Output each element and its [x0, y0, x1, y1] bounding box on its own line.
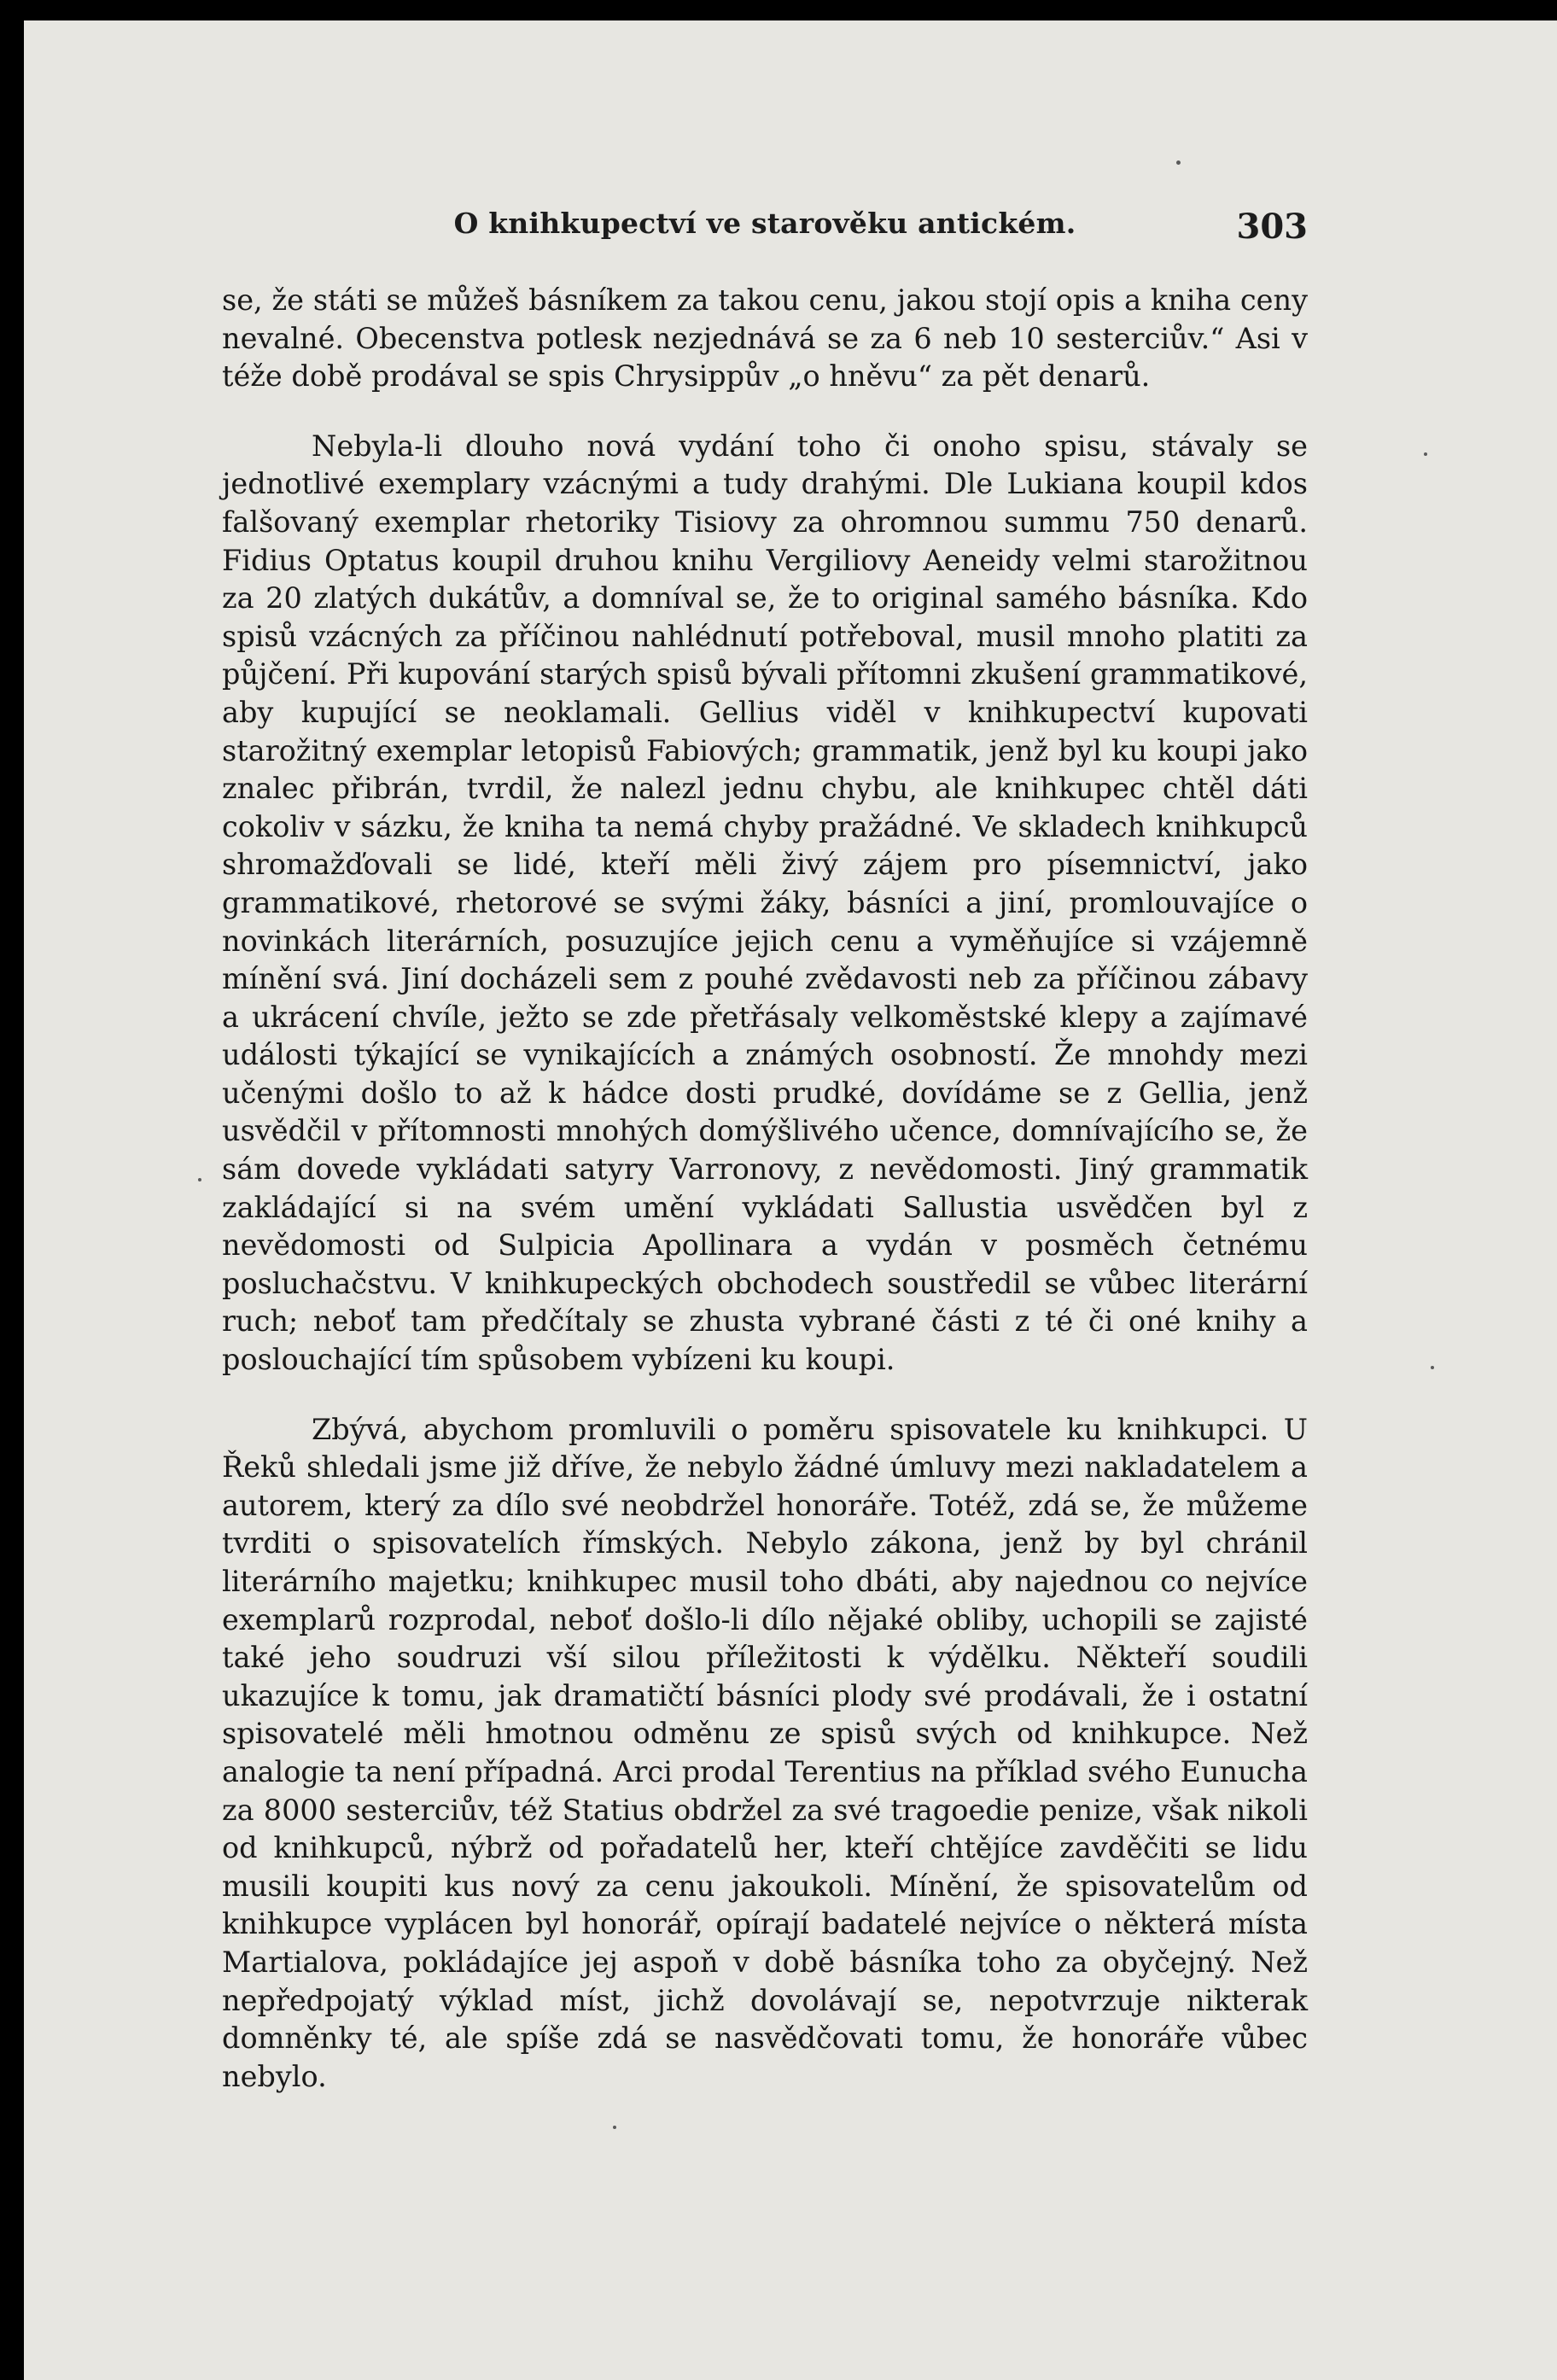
text-body [222, 282, 1308, 2096]
ink-speck [613, 2126, 616, 2129]
running-title: O knihkupectví ve starověku antickém. [453, 207, 1076, 240]
ink-speck [1176, 160, 1181, 165]
ink-speck [198, 1178, 201, 1181]
page-header [222, 196, 1308, 256]
paragraph-continuation: se, že státi se můžeš básníkem za takou cenu, jakou stojí opis a kniha ceny nevalné. Obecenstva potlesk nezjednává se za 6 neb 10 sesterciův.“ Asi v téže době prodával se spis Chrysippův „o hněvu“ za pět denarů. [222, 283, 1308, 394]
paragraph-rare-copies: Nebyla-li dlouho nová vydání toho či onoho spisu, stávaly se jednotlivé exemplary vzácnými a tudy drahými. Dle Lukiana koupil kdos falšovaný exemplar rhetoriky Tisiovy za ohromnou summu 750 denarů. Fidius Optatus koupil druhou knihu Vergiliovy Aeneidy velmi starožitnou za 20 zlatých dukátův, a domníval se, že to original samého básníka. Kdo spisů vzácných za příčinou nahlédnutí potřeboval, musil mnoho platiti za půjčení. Při kupování starých spisů bývali přítomni zkušení grammatikové, aby kupující se neoklamali. Gellius viděl v knihkupectví kupovati starožitný exemplar letopisů Fabiových; grammatik, jenž byl ku koupi jako znalec přibrán, tvrdil, že nalezl jednu chybu, ale knihkupec chtěl dáti cokoliv v sázku, že kniha ta nemá chyby pražádné. Ve skladech knihkupců shromažďovali se lidé, kteří měli živý zájem pro písemnictví, jako grammatikové, rhetorové se svými žáky, básníci a jiní, promlouvajíce o novinkách literárních, posuzujíce jejich cenu a vyměňujíce si vzájemně mínění svá. Jiní docházeli sem z pouhé zvědavosti neb za příčinou zábavy a ukrácení chvíle, ježto se zde přetřásaly velkoměstské klepy a zajímavé události týkající se vynikajících a známých osobností. Že mnohdy mezi učenými došlo to až k hádce dosti prudké, dovídáme se z Gellia, jenž usvědčil v přítomnosti mnohých domýšlivého učence, domnívajícího se, že sám dovede vykládati satyry Varronovy, z nevědomosti. Jiný grammatik zakládající si na svém umění vykládati Sallustia usvědčen byl z nevědomosti od Sulpicia Apollinara a vydán v posměch četnému posluchačstvu. V knihkupeckých obchodech soustředil se vůbec literární ruch; neboť tam předčítaly se zhusta vybrané části z té či oné knihy a poslouchající tím spůsobem vybízeni ku koupi. [222, 429, 1308, 1377]
page-number: 303 [1236, 207, 1308, 247]
ink-speck [1431, 1366, 1434, 1369]
paragraph-author-bookseller: Zbývá, abychom promluvili o poměru spisovatele ku knihkupci. U Řeků shledali jsme již dříve, že nebylo žádné úmluvy mezi nakladatelem a autorem, který za dílo své neobdržel honoráře. Totéž, zdá se, že můžeme tvrditi o spisovatelích římských. Nebylo zákona, jenž by byl chránil literárního majetku; knihkupec musil toho dbáti, aby najednou co nejvíce exemplarů rozprodal, neboť došlo-li dílo nějaké obliby, uchopili se zajisté také jeho soudruzi vší silou příležitosti k výdělku. Někteří soudili ukazujíce k tomu, jak dramatičtí básníci plody své prodávali, že i ostatní spisovatelé měli hmotnou odměnu ze spisů svých od knihkupce. Než analogie ta není případná. Arci prodal Terentius na příklad svého Eunucha za 8000 sesterciův, též Statius obdržel za své tragoedie penize, však nikoli od knihkupců, nýbrž od pořadatelů her, kteří chtějíce zavděčiti se lidu musili koupiti kus nový za cenu jakoukoli. Mínění, že spisovatelům od knihkupce vyplácen byl honorář, opírají badatelé nejvíce o některá místa Martialova, pokládajíce jej aspoň v době básníka toho za obyčejný. Než nepředpojatý výklad míst, jichž dovolávají se, nepotvrzuje nikterak domněnky té, ale spíše zdá se nasvědčovati tomu, že honoráře vůbec nebylo. [222, 1412, 1308, 2093]
ink-speck [1424, 452, 1427, 456]
